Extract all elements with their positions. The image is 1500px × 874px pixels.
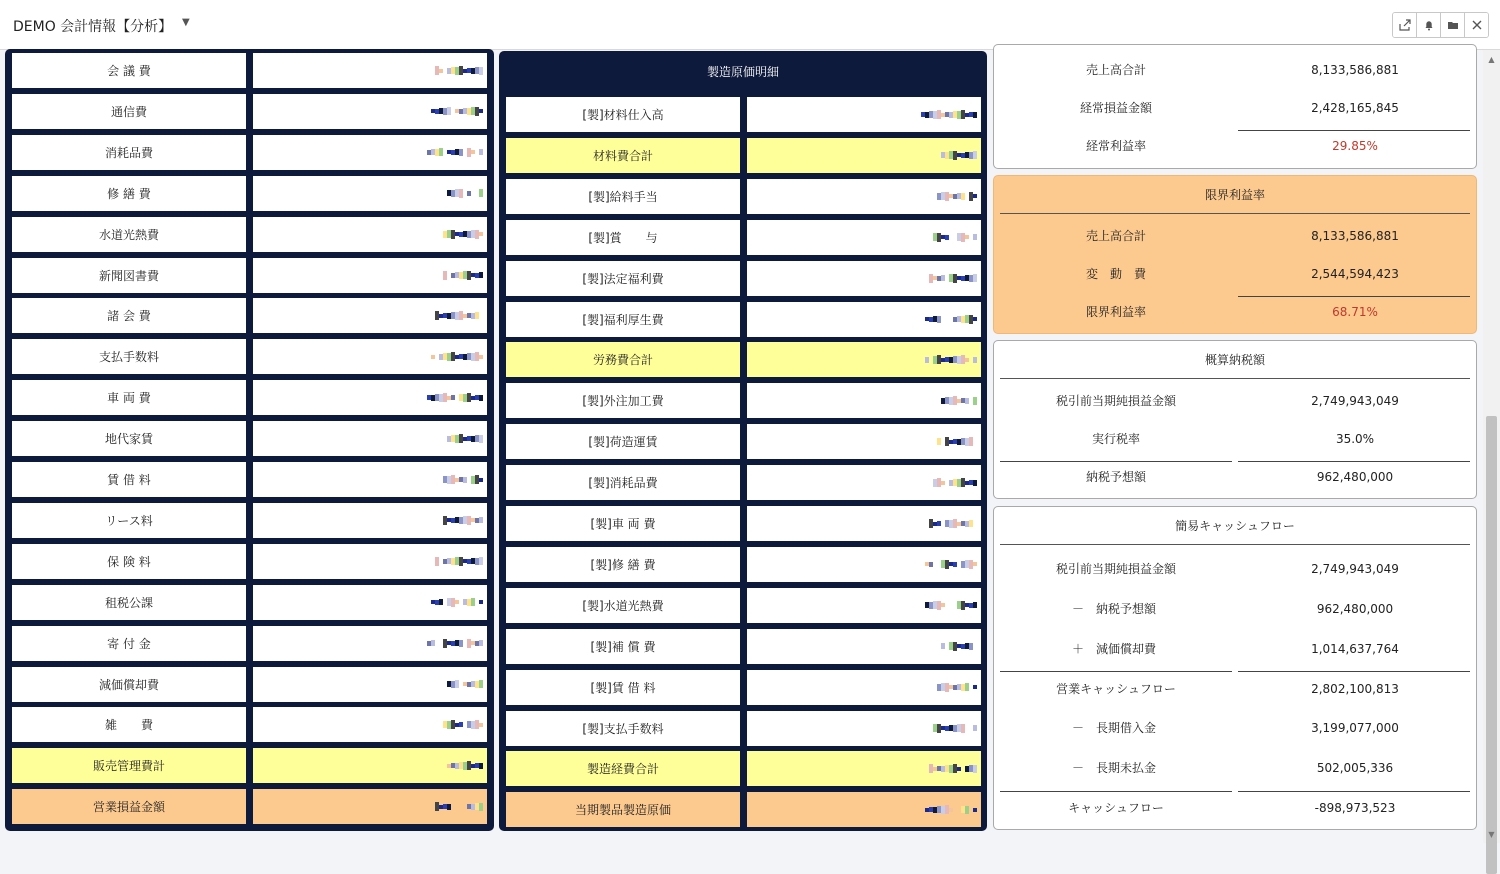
- scrollbar-thumb[interactable]: [1486, 416, 1497, 874]
- masked-value-icon: [925, 559, 977, 569]
- table-row: [504, 138, 982, 173]
- row-label-cell: [506, 792, 740, 827]
- row-label-cell: [12, 421, 246, 456]
- summary-value: 2,749,943,049: [1311, 394, 1399, 408]
- table-row: [10, 258, 489, 293]
- summary-label: 売上高合計: [1085, 63, 1146, 77]
- row-label: 営業損益金額: [92, 800, 165, 815]
- table-row: [10, 462, 489, 497]
- row-value-cell: [253, 462, 487, 497]
- row-label: [製]法定福利費: [582, 271, 664, 286]
- summary-label: 経常利益率: [1085, 139, 1146, 153]
- row-label: 減価償却費: [98, 677, 159, 692]
- row-label: 製造経費合計: [586, 762, 659, 777]
- row-value-cell: [253, 53, 487, 88]
- row-label-cell: [12, 298, 246, 333]
- divider: [1000, 461, 1232, 462]
- masked-value-icon: [941, 150, 977, 160]
- row-label-cell: [12, 544, 246, 579]
- summary-row: [994, 98, 1476, 118]
- row-label: 車 両 費: [107, 391, 151, 406]
- row-label: 材料費合計: [592, 148, 653, 163]
- row-label-cell: [12, 339, 246, 374]
- row-value-cell: [253, 380, 487, 415]
- table-row: [10, 94, 489, 129]
- row-label: [製]水道光熱費: [582, 598, 664, 613]
- row-label-cell: [506, 506, 740, 541]
- table-row: [10, 176, 489, 211]
- masked-value-icon: [933, 232, 977, 242]
- row-label-cell: [506, 547, 740, 582]
- summary-label: 限界利益率: [1085, 305, 1146, 319]
- row-value-cell: [747, 97, 981, 132]
- row-value-cell: [253, 135, 487, 170]
- masked-value-icon: [431, 597, 483, 607]
- row-value-cell: [253, 626, 487, 661]
- row-value-cell: [747, 261, 981, 296]
- divider: [1238, 130, 1470, 131]
- summary-value: 1,014,637,764: [1311, 642, 1399, 656]
- row-label-cell: [12, 258, 246, 293]
- masked-value-icon: [435, 311, 483, 321]
- summary-value: 2,802,100,813: [1311, 682, 1399, 696]
- scroll-down-icon[interactable]: ▼: [1488, 829, 1495, 839]
- card-title: 限界利益率: [1000, 176, 1470, 214]
- table-row: [10, 585, 489, 620]
- marginal-profit-card: [993, 175, 1477, 334]
- row-label: [製]消耗品費: [588, 476, 658, 491]
- table-row: [504, 424, 982, 459]
- ordinary-profit-card: [993, 44, 1477, 169]
- row-value-cell: [747, 424, 981, 459]
- summary-label: 変 動 費: [1085, 267, 1146, 281]
- table-row: [504, 629, 982, 664]
- row-label-cell: [506, 383, 740, 418]
- row-label: 租税公課: [104, 595, 153, 610]
- row-value-cell: [253, 217, 487, 252]
- summary-row: [994, 136, 1476, 156]
- masked-value-icon: [435, 802, 483, 812]
- summary-row: [994, 391, 1476, 411]
- summary-row: [994, 467, 1476, 487]
- summary-label: － 長期未払金: [1072, 761, 1157, 775]
- summary-value: 962,480,000: [1316, 602, 1394, 616]
- row-value-cell: [253, 544, 487, 579]
- divider: [1238, 791, 1470, 792]
- row-value-cell: [747, 302, 981, 337]
- table-row: [10, 789, 489, 824]
- masked-value-icon: [929, 273, 977, 283]
- table-row: [504, 261, 982, 296]
- divider: [1238, 461, 1470, 462]
- row-value-cell: [747, 465, 981, 500]
- row-value-cell: [747, 506, 981, 541]
- table-row: [504, 97, 982, 132]
- summary-row: [994, 60, 1476, 80]
- share-button[interactable]: [1393, 13, 1417, 37]
- row-label-cell: [12, 176, 246, 211]
- table-row: [504, 588, 982, 623]
- row-value-cell: [747, 792, 981, 827]
- masked-value-icon: [427, 147, 483, 157]
- row-label-cell: [506, 97, 740, 132]
- table-row: [504, 383, 982, 418]
- summary-value: 3,199,077,000: [1311, 721, 1399, 735]
- summary-value: 2,544,594,423: [1311, 267, 1399, 281]
- tax-estimate-card: [993, 340, 1477, 499]
- summary-row: [994, 429, 1476, 449]
- summary-label: 実行税率: [1091, 432, 1140, 446]
- masked-value-icon: [937, 191, 977, 201]
- row-label: 保 険 料: [107, 554, 151, 569]
- share-icon: [1399, 19, 1411, 31]
- row-value-cell: [747, 383, 981, 418]
- row-label: 消耗品費: [104, 145, 153, 160]
- row-label: [製]支払手数料: [582, 721, 664, 736]
- row-value-cell: [747, 220, 981, 255]
- summary-value: -898,973,523: [1314, 801, 1396, 815]
- table-row: [504, 465, 982, 500]
- manufacturing-cost-panel: [499, 51, 987, 831]
- table-row: [10, 748, 489, 783]
- masked-value-icon: [921, 600, 977, 610]
- row-label-cell: [12, 585, 246, 620]
- summary-value: 29.85%: [1332, 139, 1378, 153]
- table-row: [504, 670, 982, 705]
- masked-value-icon: [941, 641, 977, 651]
- row-label-cell: [506, 588, 740, 623]
- cash-flow-card: [993, 506, 1477, 830]
- summary-row: [994, 559, 1476, 579]
- notification-button[interactable]: [1417, 13, 1441, 37]
- row-value-cell: [253, 94, 487, 129]
- row-value-cell: [747, 547, 981, 582]
- row-label-cell: [12, 503, 246, 538]
- summary-label: － 長期借入金: [1072, 721, 1157, 735]
- masked-value-icon: [431, 352, 483, 362]
- masked-value-icon: [937, 437, 977, 447]
- row-value-cell: [253, 258, 487, 293]
- manufacturing-cost-title: 製造原価明細: [706, 64, 779, 79]
- row-label: [製]修 繕 費: [590, 557, 656, 572]
- summary-value: 2,428,165,845: [1311, 101, 1399, 115]
- divider: [1000, 671, 1232, 672]
- summary-value: 962,480,000: [1316, 470, 1394, 484]
- table-row: [10, 503, 489, 538]
- row-value-cell: [253, 176, 487, 211]
- row-label: [製]補 償 費: [590, 639, 656, 654]
- row-label-cell: [12, 94, 246, 129]
- masked-value-icon: [439, 761, 483, 771]
- row-label: リース料: [105, 513, 153, 528]
- row-label: [製]賞 与: [588, 230, 658, 245]
- row-label: [製]材料仕入高: [582, 108, 664, 122]
- card-title: 概算納税額: [1000, 341, 1470, 379]
- row-label: 雑 費: [104, 718, 153, 733]
- row-label-cell: [506, 711, 740, 746]
- summary-value: 502,005,336: [1316, 761, 1394, 775]
- row-value-cell: [747, 138, 981, 173]
- masked-value-icon: [921, 355, 977, 365]
- bell-icon: [1423, 19, 1435, 31]
- masked-value-icon: [925, 314, 977, 324]
- masked-value-icon: [435, 556, 483, 566]
- masked-value-icon: [427, 393, 483, 403]
- close-icon: [1471, 19, 1483, 31]
- table-row: [10, 544, 489, 579]
- summary-label: 税引前当期純損益金額: [1055, 394, 1176, 408]
- app-title: DEMO 会計情報【分析】: [13, 19, 173, 35]
- summary-value: 2,749,943,049: [1311, 562, 1399, 576]
- row-label-cell: [506, 670, 740, 705]
- summary-label: キャッシュフロー: [1068, 801, 1164, 815]
- sga-expense-panel: [5, 49, 494, 831]
- row-value-cell: [253, 339, 487, 374]
- row-label-cell: [12, 667, 246, 702]
- row-label: 支払手数料: [98, 350, 159, 365]
- table-row: [10, 380, 489, 415]
- summary-row: [994, 718, 1476, 738]
- row-value-cell: [253, 667, 487, 702]
- row-value-cell: [253, 585, 487, 620]
- row-label: 販売管理費計: [92, 759, 165, 774]
- row-label-cell: [12, 462, 246, 497]
- row-label-cell: [506, 261, 740, 296]
- row-label: 当期製品製造原価: [574, 803, 671, 818]
- summary-label: 営業キャッシュフロー: [1056, 682, 1176, 696]
- row-label-cell: [506, 751, 740, 786]
- row-label-cell: [12, 789, 246, 824]
- table-row: [10, 135, 489, 170]
- masked-value-icon: [929, 764, 977, 774]
- row-label: 会 議 費: [107, 64, 151, 78]
- table-row: [10, 707, 489, 742]
- masked-value-icon: [921, 110, 977, 120]
- summary-label: 税引前当期純損益金額: [1055, 562, 1176, 576]
- row-label-cell: [12, 380, 246, 415]
- table-row: [10, 626, 489, 661]
- row-label: [製]荷造運賃: [588, 435, 658, 450]
- row-label-cell: [12, 626, 246, 661]
- table-row: [10, 53, 489, 88]
- row-label-cell: [506, 465, 740, 500]
- row-value-cell: [747, 342, 981, 377]
- table-row: [504, 792, 982, 827]
- masked-value-icon: [937, 682, 977, 692]
- summary-row: [994, 264, 1476, 284]
- vertical-scrollbar[interactable]: [1483, 50, 1500, 843]
- summary-row: [994, 758, 1476, 778]
- summary-row: [994, 679, 1476, 699]
- row-label-cell: [506, 629, 740, 664]
- summary-value: 8,133,586,881: [1311, 63, 1399, 77]
- close-button[interactable]: [1465, 13, 1488, 37]
- masked-value-icon: [941, 396, 977, 406]
- masked-value-icon: [929, 519, 977, 529]
- row-value-cell: [747, 179, 981, 214]
- row-value-cell: [253, 707, 487, 742]
- summary-row: [994, 599, 1476, 619]
- window-controls: [1392, 12, 1489, 38]
- table-row: [10, 298, 489, 333]
- divider: [1238, 296, 1470, 297]
- folder-button[interactable]: [1441, 13, 1465, 37]
- row-label-cell: [12, 217, 246, 252]
- table-row: [10, 217, 489, 252]
- table-row: [504, 342, 982, 377]
- divider: [1000, 791, 1232, 792]
- masked-value-icon: [933, 478, 977, 488]
- masked-value-icon: [435, 66, 483, 76]
- row-label-cell: [12, 53, 246, 88]
- summary-row: [994, 226, 1476, 246]
- table-row: [504, 179, 982, 214]
- summary-label: 納税予想額: [1085, 470, 1146, 484]
- table-row: [10, 339, 489, 374]
- table-row: [10, 421, 489, 456]
- row-value-cell: [253, 789, 487, 824]
- row-label-cell: [12, 707, 246, 742]
- masked-value-icon: [443, 720, 483, 730]
- masked-value-icon: [427, 638, 483, 648]
- table-row: [504, 302, 982, 337]
- row-label: 修 繕 費: [107, 186, 151, 201]
- masked-value-icon: [443, 475, 483, 485]
- row-value-cell: [253, 298, 487, 333]
- card-title: 簡易キャッシュフロー: [1000, 507, 1470, 545]
- row-label-cell: [506, 342, 740, 377]
- row-value-cell: [253, 503, 487, 538]
- masked-value-icon: [431, 106, 483, 116]
- row-value-cell: [747, 629, 981, 664]
- summary-row: [994, 302, 1476, 322]
- row-value-cell: [747, 588, 981, 623]
- masked-value-icon: [447, 434, 483, 444]
- masked-value-icon: [447, 188, 483, 198]
- row-label: [製]外注加工費: [582, 394, 664, 409]
- summary-row: [994, 798, 1476, 818]
- summary-label: ＋ 減価償却費: [1072, 642, 1157, 656]
- row-label-cell: [506, 179, 740, 214]
- divider: [1238, 671, 1470, 672]
- summary-label: 経常損益金額: [1079, 101, 1152, 115]
- summary-value: 35.0%: [1335, 432, 1375, 446]
- row-label: 新聞図書費: [98, 268, 159, 283]
- masked-value-icon: [439, 515, 483, 525]
- title-bar: [0, 0, 1500, 50]
- row-value-cell: [747, 751, 981, 786]
- row-label: 地代家賃: [104, 432, 153, 447]
- row-label: [製]福利厚生費: [582, 312, 664, 327]
- table-row: [504, 751, 982, 786]
- table-row: [504, 547, 982, 582]
- row-label: 諸 会 費: [107, 309, 151, 324]
- masked-value-icon: [447, 679, 483, 689]
- row-value-cell: [253, 748, 487, 783]
- folder-icon: [1447, 19, 1459, 31]
- masked-value-icon: [933, 723, 977, 733]
- table-row: [504, 506, 982, 541]
- summary-value: 8,133,586,881: [1311, 229, 1399, 243]
- row-value-cell: [747, 711, 981, 746]
- summary-row: [994, 639, 1476, 659]
- row-label: [製]車 両 費: [590, 517, 656, 531]
- row-value-cell: [253, 421, 487, 456]
- summary-value: 68.71%: [1332, 305, 1378, 319]
- row-label-cell: [12, 135, 246, 170]
- row-label-cell: [506, 138, 740, 173]
- row-label: [製]賃 借 料: [590, 680, 656, 695]
- chevron-down-icon[interactable]: ▼: [182, 17, 190, 28]
- table-row: [504, 711, 982, 746]
- row-label: [製]給料手当: [588, 189, 658, 204]
- row-label-cell: [506, 424, 740, 459]
- masked-value-icon: [443, 229, 483, 239]
- row-label: 通信費: [110, 104, 147, 119]
- row-label: 水道光熱費: [98, 227, 159, 242]
- masked-value-icon: [925, 805, 977, 815]
- row-label-cell: [12, 748, 246, 783]
- scroll-up-icon[interactable]: ▲: [1488, 54, 1495, 64]
- row-value-cell: [747, 670, 981, 705]
- table-row: [504, 220, 982, 255]
- row-label-cell: [506, 220, 740, 255]
- row-label: 寄 付 金: [107, 636, 151, 651]
- row-label-cell: [506, 302, 740, 337]
- summary-label: － 納税予想額: [1072, 602, 1157, 616]
- masked-value-icon: [439, 270, 483, 280]
- summary-label: 売上高合計: [1085, 229, 1146, 243]
- row-label: 労務費合計: [592, 353, 653, 368]
- row-label: 賃 借 料: [107, 473, 151, 487]
- table-row: [10, 667, 489, 702]
